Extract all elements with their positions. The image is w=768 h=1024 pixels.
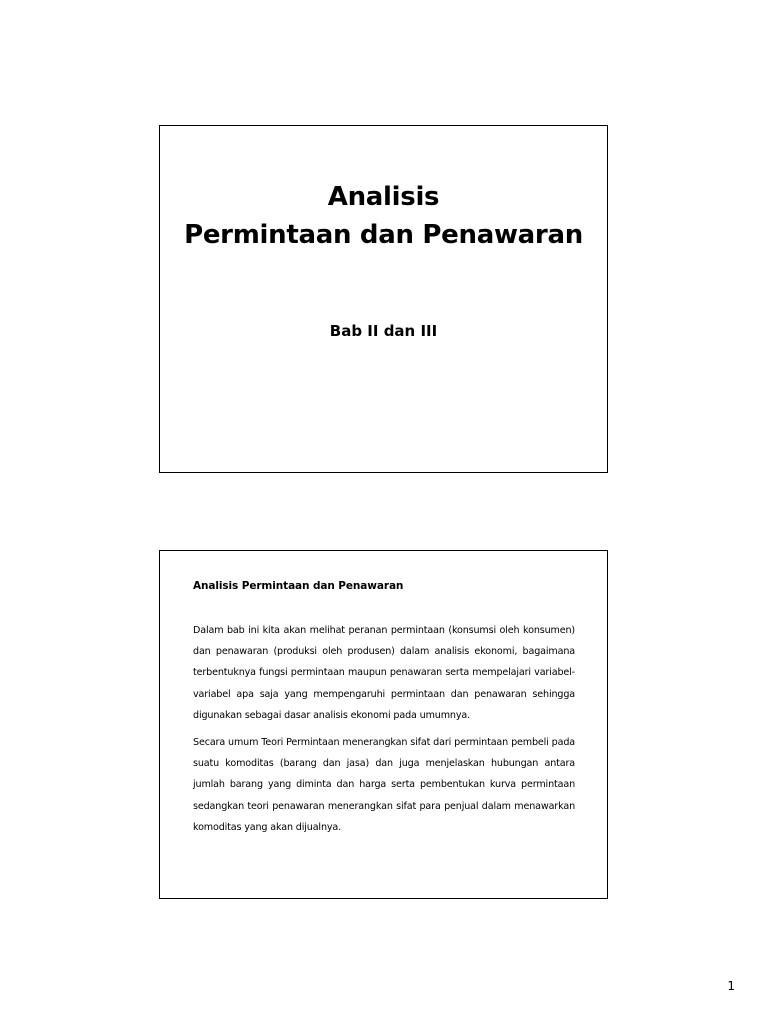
body-paragraph-2: Secara umum Teori Permintaan menerangkan sifat dari permintaan pembeli pada suatu komoditas (barang dan jasa) dan juga menjelaskan hubungan antara jumlah barang yang diminta dan harga serta pembentukan kurva permintaan sedangkan teori penawaran menerangkan sifat para penjual dalam menawarkan komoditas yang akan dijualnya. (193, 737, 575, 833)
slide-1 (159, 125, 608, 473)
page-number: 1 (727, 979, 735, 993)
slide-title-line-2: Permintaan dan Penawaran (184, 220, 583, 250)
slide-subtitle: Bab II dan III (329, 322, 438, 340)
slide-title-line-1: Analisis (327, 182, 440, 212)
slide-2 (159, 550, 608, 899)
section-heading: Analisis Permintaan dan Penawaran (193, 580, 404, 592)
section-body (193, 620, 575, 844)
slide-title (160, 178, 607, 254)
body-paragraph-1: Dalam bab ini kita akan melihat peranan permintaan (konsumsi oleh konsumen) dan penawaran (produksi oleh produsen) dalam analisis ekonomi, bagaimana terbentuknya fungsi permintaan maupun penawaran serta mempelajari variabel-variabel apa saja yang mempengaruhi permintaan dan penawaran sehingga digunakan sebagai dasar analisis ekonomi pada umumnya. (193, 625, 575, 721)
